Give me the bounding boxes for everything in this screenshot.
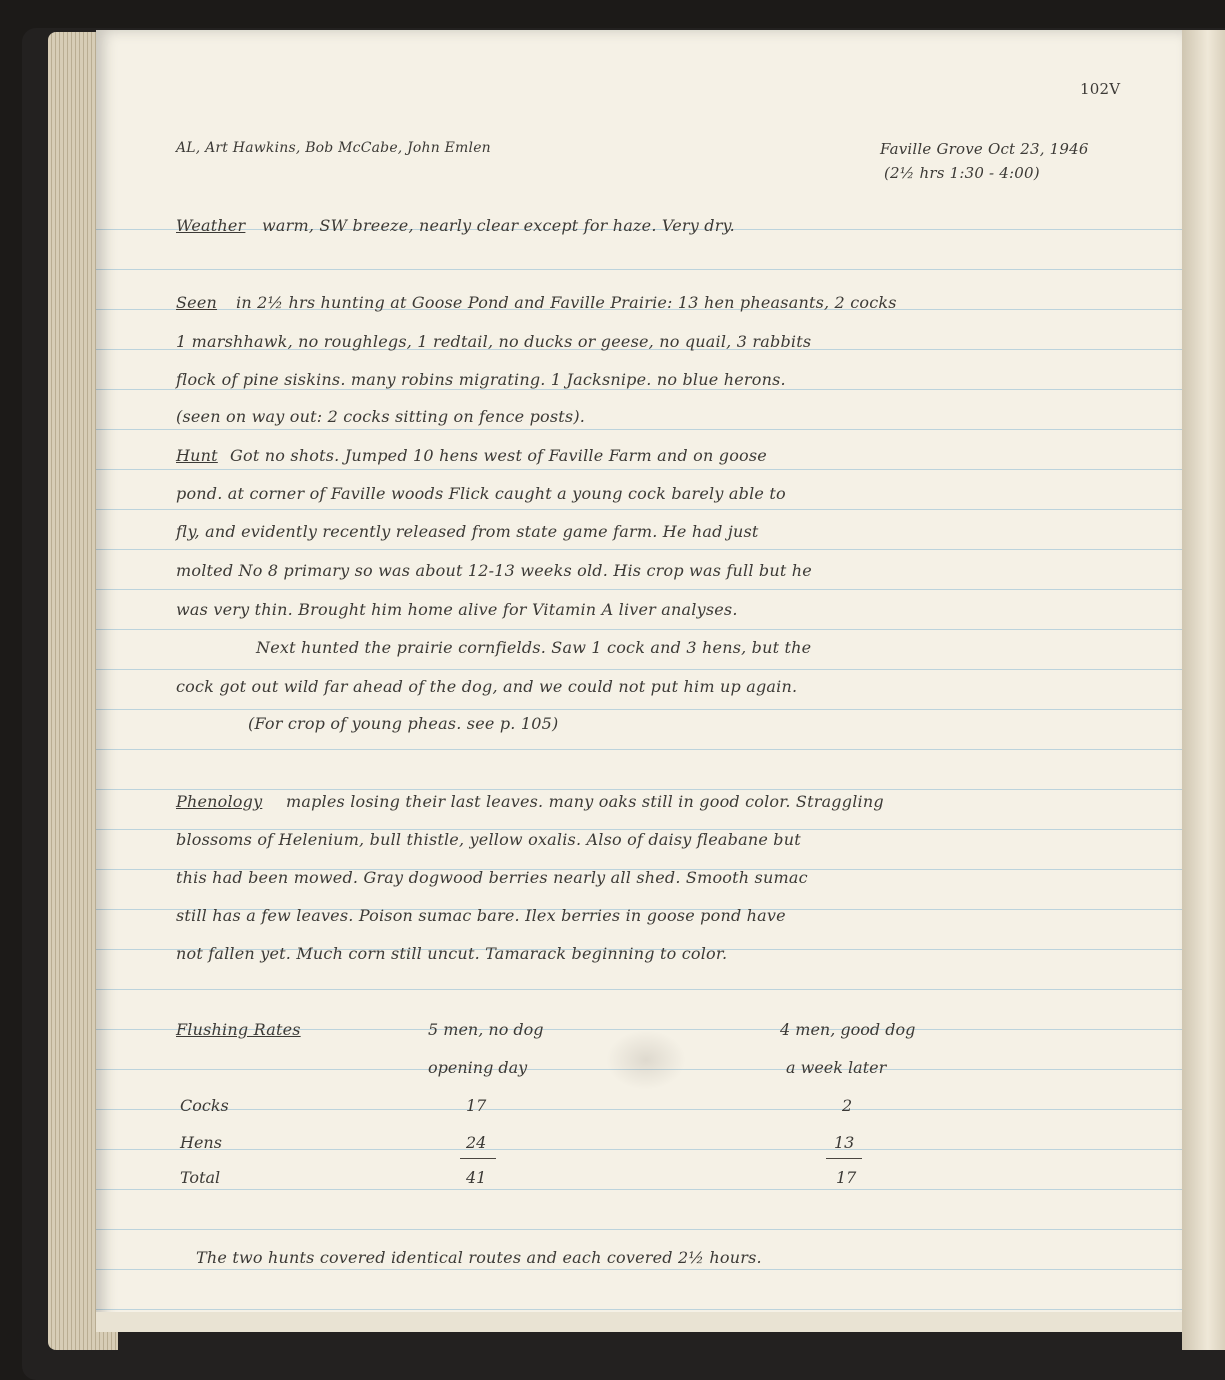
hunt-line: Got no shots. Jumped 10 hens west of Faville Farm and on goose	[230, 446, 767, 465]
hunt-line: pond. at corner of Faville woods Flick caught a young cock barely able to	[176, 484, 786, 503]
hunt-line: fly, and evidently recently released from state game farm. He had just	[176, 522, 759, 541]
hunt-crop-note: (For crop of young pheas. see p. 105)	[248, 714, 559, 733]
observers: AL, Art Hawkins, Bob McCabe, John Emlen	[176, 140, 491, 156]
page-number: 102V	[1080, 80, 1121, 98]
hunt-line: molted No 8 primary so was about 12-13 weeks old. His crop was full but he	[176, 561, 812, 580]
phenology-line: not fallen yet. Much corn still uncut. Tamarack beginning to color.	[176, 944, 728, 963]
phenology-line: this had been mowed. Gray dogwood berries nearly all shed. Smooth sumac	[176, 868, 808, 887]
time-range: (2½ hrs 1:30 - 4:00)	[884, 164, 1040, 182]
weather-label: Weather	[176, 216, 246, 235]
hunt-line: was very thin. Brought him home alive for Vitamin A liver analyses.	[176, 600, 738, 619]
footer-note: The two hunts covered identical routes and each covered 2½ hours.	[196, 1248, 762, 1267]
ink-smudge	[606, 1030, 686, 1090]
hunt-line: cock got out wild far ahead of the dog, and we could not put him up again.	[176, 677, 798, 696]
seen-line: 1 marshhawk, no roughlegs, 1 redtail, no ducks or geese, no quail, 3 rabbits	[176, 332, 812, 351]
hunt-line: Next hunted the prairie cornfields. Saw 1 cock and 3 hens, but the	[256, 638, 812, 657]
row-label-total: Total	[180, 1168, 221, 1187]
row-label-hens: Hens	[180, 1133, 222, 1152]
seen-label: Seen	[176, 293, 218, 312]
location-date: Faville Grove Oct 23, 1946	[880, 140, 1089, 158]
phenology-label: Phenology	[176, 792, 263, 811]
flushing-label: Flushing Rates	[176, 1020, 301, 1039]
phenology-line: still has a few leaves. Poison sumac bare. Ilex berries in goose pond have	[176, 906, 786, 925]
cocks-col1: 17	[466, 1096, 487, 1115]
total-col1: 41	[466, 1168, 487, 1187]
total-col2: 17	[836, 1168, 857, 1187]
col2-header: 4 men, good dog	[780, 1020, 916, 1039]
hens-col2: 13	[834, 1133, 855, 1152]
hunt-label: Hunt	[176, 446, 218, 465]
sum-rule-col1	[460, 1158, 496, 1159]
seen-line: (seen on way out: 2 cocks sitting on fence posts).	[176, 407, 586, 426]
col2-subheader: a week later	[786, 1058, 887, 1077]
sum-rule-col2	[826, 1158, 862, 1159]
phenology-line: blossoms of Helenium, bull thistle, yellow oxalis. Also of daisy fleabane but	[176, 830, 801, 849]
cocks-col2: 2	[842, 1096, 853, 1115]
col1-header: 5 men, no dog	[428, 1020, 544, 1039]
col1-subheader: opening day	[428, 1058, 528, 1077]
next-page-edge	[1182, 30, 1225, 1350]
phenology-line: maples losing their last leaves. many oaks still in good color. Straggling	[286, 792, 884, 811]
hens-col1: 24	[466, 1133, 487, 1152]
row-label-cocks: Cocks	[180, 1096, 229, 1115]
weather-text: warm, SW breeze, nearly clear except for haze. Very dry.	[262, 216, 735, 235]
seen-line: flock of pine siskins. many robins migrating. 1 Jacksnipe. no blue herons.	[176, 370, 786, 389]
seen-line: in 2½ hrs hunting at Goose Pond and Faville Prairie: 13 hen pheasants, 2 cocks	[236, 293, 897, 312]
